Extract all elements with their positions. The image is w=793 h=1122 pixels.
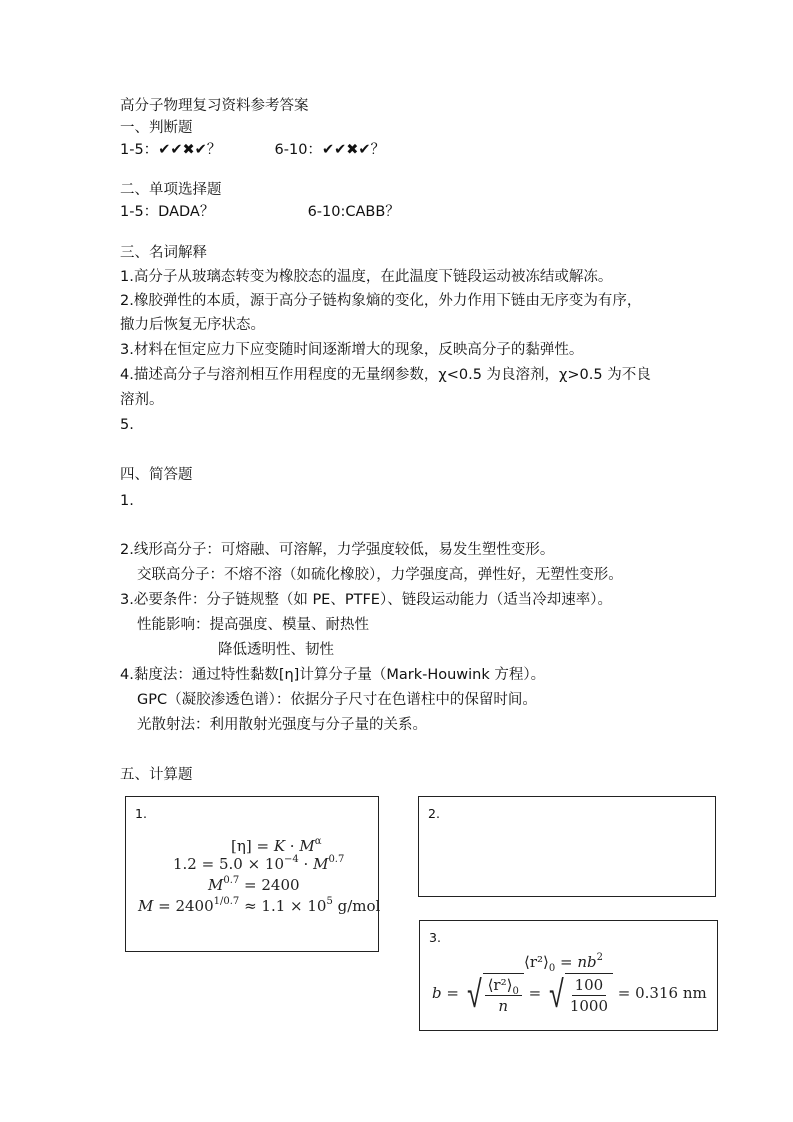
calc-box-3-number: 3. [429, 930, 441, 945]
section-heading-judge: 一、判断题 [120, 120, 193, 136]
calc-1-eq-3: $M^{0.7} = 2400$ [208, 875, 300, 894]
judge-answer-1: ✔✔✖✔？ [158, 142, 222, 158]
short-answer-2-line-1: 2.线形高分子：可熔融、可溶解，力学强度较低，易发生塑性变形。 [120, 542, 555, 558]
calc-1-eq-3-rhs: 2400 [261, 876, 300, 894]
term-2-line-2: 撤力后恢复无序状态。 [120, 317, 265, 333]
calc-1-eq-2-exp: 0.7 [328, 854, 345, 865]
section-heading-choice: 二、单项选择题 [120, 182, 222, 198]
short-answer-4-line-1: 4.黏度法：通过特性黏数[η]计算分子量（Mark-Houwink 方程）。 [120, 667, 546, 683]
calc-3-result: 0.316 nm [635, 984, 707, 1002]
calc-1-eq-2-coef-exp: −4 [284, 854, 299, 865]
section-heading-calc: 五、计算题 [120, 767, 193, 783]
calc-3-sqrt-2 [546, 973, 613, 1015]
calc-1-eq-1-k: K [273, 837, 286, 855]
judge-range-2: 6-10： [274, 142, 322, 158]
calc-box-2-number: 2. [428, 806, 440, 821]
calc-1-eq-4-approx: 1.1 × 10 [261, 897, 327, 915]
calc-3-frac-2-den: 1000 [569, 997, 608, 1015]
short-answer-4-line-3: 光散射法：利用散射光强度与分子量的关系。 [137, 717, 427, 733]
page-title: 高分子物理复习资料参考答案 [120, 98, 309, 114]
short-answer-3-line-2: 性能影响：提高强度、模量、耐热性 [137, 617, 369, 633]
choice-answers [120, 202, 400, 222]
short-answer-4-line-2: GPC（凝胶渗透色谱）：依据分子尺寸在色谱柱中的保留时间。 [137, 692, 537, 708]
calc-1-eq-4-unit: g/mol [337, 897, 381, 915]
judge-answer-2: ✔✔✖✔？ [321, 142, 386, 158]
calc-1-eq-4-approx-exp: 5 [326, 896, 333, 907]
calc-3-eq-1-sub: 0 [548, 963, 556, 974]
calc-1-eq-4-m: M [138, 897, 154, 915]
calc-1-eq-2: $1.2 = 5.0 \times 10^{-4} \cdot M^{0.7}$ [173, 854, 345, 873]
calc-3-eq-1-rhs-exp: 2 [596, 952, 604, 963]
sqrt-icon: √ [466, 972, 482, 1016]
choice-answer-2: 6-10:CABB？ [307, 204, 400, 220]
calc-1-eq-3-exp: 0.7 [223, 875, 240, 886]
section-heading-terms: 三、名词解释 [120, 245, 207, 261]
calc-1-eq-1-exp: α [314, 836, 322, 847]
short-answer-3-line-1: 3.必要条件：分子链规整（如 PE、PTFE）、链段运动能力（适当冷却速率）。 [120, 592, 612, 608]
section-heading-short: 四、简答题 [120, 467, 193, 483]
calc-3-eq-1-rhs: nb [577, 953, 597, 971]
term-4-line-1: 4.描述高分子与溶剂相互作用程度的无量纲参数，χ<0.5 为良溶剂，χ>0.5 为不良 [120, 367, 651, 383]
term-3: 3.材料在恒定应力下应变随时间逐渐增大的现象，反映高分子的黏弹性。 [120, 342, 584, 358]
calc-3-eq-1-lhs: ⟨r²⟩ [524, 953, 549, 971]
calc-3-frac-2-num: 100 [572, 976, 607, 996]
calc-box-2 [418, 796, 716, 897]
calc-box-1-number: 1. [135, 806, 147, 821]
calc-1-eq-2-m: M [313, 855, 329, 873]
calc-3-frac-1-den: n [498, 997, 509, 1015]
term-5: 5. [120, 417, 134, 433]
calc-1-eq-1-m: M [299, 837, 315, 855]
calc-1-eq-2-coef: 5.0 × 10 [218, 855, 285, 873]
term-1: 1.高分子从玻璃态转变为橡胶态的温度，在此温度下链段运动被冻结或解冻。 [120, 269, 613, 285]
calc-1-eq-1: $[\eta] = K \cdot M^\alpha$ [231, 836, 322, 855]
sqrt-icon: √ [549, 972, 564, 1016]
calc-3-frac-1-num: ⟨r²⟩ [487, 976, 513, 994]
calc-1-eq-3-m: M [208, 876, 224, 894]
calc-3-eq-2: b = √ $\frac{⟨r^2⟩_0}{n}$ = √ $\frac{100}{1000}$ = 0.316 nm [432, 972, 707, 1016]
short-answer-2-line-2: 交联高分子：不熔不溶（如硫化橡胶），力学强度高，弹性好，无塑性变形。 [137, 567, 623, 583]
calc-3-eq-1: $⟨r^2⟩_0 = nb^2$ [524, 952, 604, 974]
calc-box-1 [125, 796, 379, 952]
calc-1-eq-1-lhs: [η] [231, 837, 252, 855]
calc-1-eq-4: $M = 2400^{1/0.7} \approx 1.1 \times 10^5$ g/mol [138, 896, 381, 915]
short-answer-1: 1. [120, 493, 134, 509]
calc-1-eq-2-lhs: 1.2 [173, 855, 197, 873]
term-2-line-1: 2.橡胶弹性的本质，源于高分子链构象熵的变化，外力作用下链由无序变为有序， [120, 293, 642, 309]
short-answer-3-line-3: 降低透明性、韧性 [218, 642, 334, 658]
calc-3-sqrt-1 [464, 973, 524, 1015]
term-4-line-2: 溶剂。 [120, 392, 164, 408]
judge-range-1: 1-5： [120, 142, 159, 158]
calc-3-frac-1-num-sub: 0 [512, 986, 519, 997]
calc-1-eq-4-base: 2400 [175, 897, 214, 915]
judge-answers [120, 140, 385, 160]
calc-1-eq-4-exp: 1/0.7 [213, 896, 240, 907]
calc-3-eq-2-b: b [432, 984, 442, 1002]
choice-answer-1: 1-5：DADA？ [120, 204, 215, 220]
calc-box-3 [419, 920, 718, 1031]
